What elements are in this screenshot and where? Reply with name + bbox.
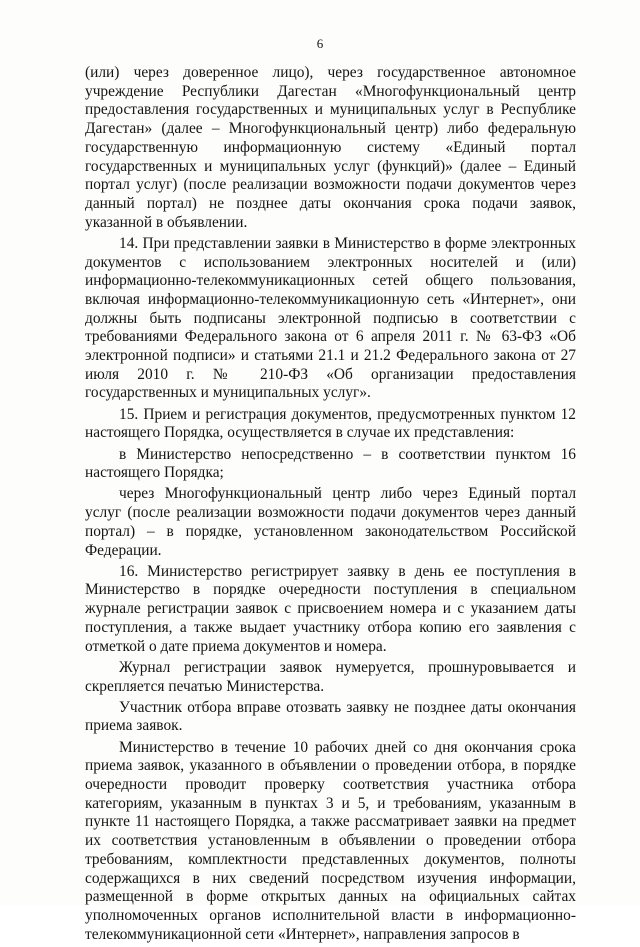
page-number: 6 bbox=[316, 36, 324, 51]
paragraph-continuation: (или) через доверенное лицо), через государственное автономное учреждение Республики Дагестан «Многофункциональный центр предоставления государственных и муниципальных услуг в Республике Дагестан» (далее – Многофункциональный центр) либо федеральную государственную информационную систему «Единый портал государственных и муниципальных услуг (функций)» (далее – Единый портал услуг) (после реализации возможности подачи документов через данный портал) не позднее даты окончания срока подачи заявок, указанной в объявлении. bbox=[85, 64, 576, 231]
paragraph-item-15-ministry: в Министерство непосредственно – в соответствии пунктом 16 настоящего Порядка; bbox=[85, 445, 576, 482]
paragraph-item-16: 16. Министерство регистрирует заявку в день ее поступления в Министерство в порядке очередности поступления в специальном журнале регистрации заявок с присвоением номера и с указанием даты поступления, а также выдает участнику отбора копию его заявления с отметкой о дате приема документов и номера. bbox=[85, 562, 576, 655]
paragraph-withdrawal: Участник отбора вправе отозвать заявку не позднее даты окончания приема заявок. bbox=[85, 698, 576, 735]
paragraph-item-15-mfc: через Многофункциональный центр либо через Единый портал услуг (после реализации возможности подачи документов через данный портал) – в порядке, установленном законодательством Российской Федерации. bbox=[85, 485, 576, 559]
document-body bbox=[85, 64, 576, 947]
paragraph-review: Министерство в течение 10 рабочих дней со дня окончания срока приема заявок, указанного в объявлении о проведении отбора, в порядке очередности проводит проверку соответствия участника отбора категориям, указанным в пунктах 3 и 5, и требованиям, указанным в пункте 11 настоящего Порядка, а также рассматривает заявки на предмет их соответствия установленным в объявлении о проведении отбора требованиям, комплектности представленных документов, полноты содержащихся в них сведений посредством изучения информации, размещенной в форме открытых данных на официальных сайтах уполномоченных органов исполнительной власти в информационно-телекоммуникационной сети «Интернет», направления запросов в bbox=[85, 738, 576, 943]
paragraph-journal: Журнал регистрации заявок нумеруется, прошнуровывается и скрепляется печатью Министерства. bbox=[85, 658, 576, 695]
paragraph-item-15: 15. Прием и регистрация документов, предусмотренных пунктом 12 настоящего Порядка, осуществляется в случае их представления: bbox=[85, 405, 576, 442]
paragraph-item-14: 14. При представлении заявки в Министерство в форме электронных документов с использованием электронных носителей и (или) информационно-телекоммуникационных сетей общего пользования, включая информационно-телекоммуникационную сеть «Интернет», они должны быть подписаны электронной подписью в соответствии с требованиями Федерального закона от 6 апреля 2011 г. № 63-ФЗ «Об электронной подписи» и статьями 21.1 и 21.2 Федерального закона от 27 июля 2010 г. № 210-ФЗ «Об организации предоставления государственных и муниципальных услуг». bbox=[85, 234, 576, 402]
